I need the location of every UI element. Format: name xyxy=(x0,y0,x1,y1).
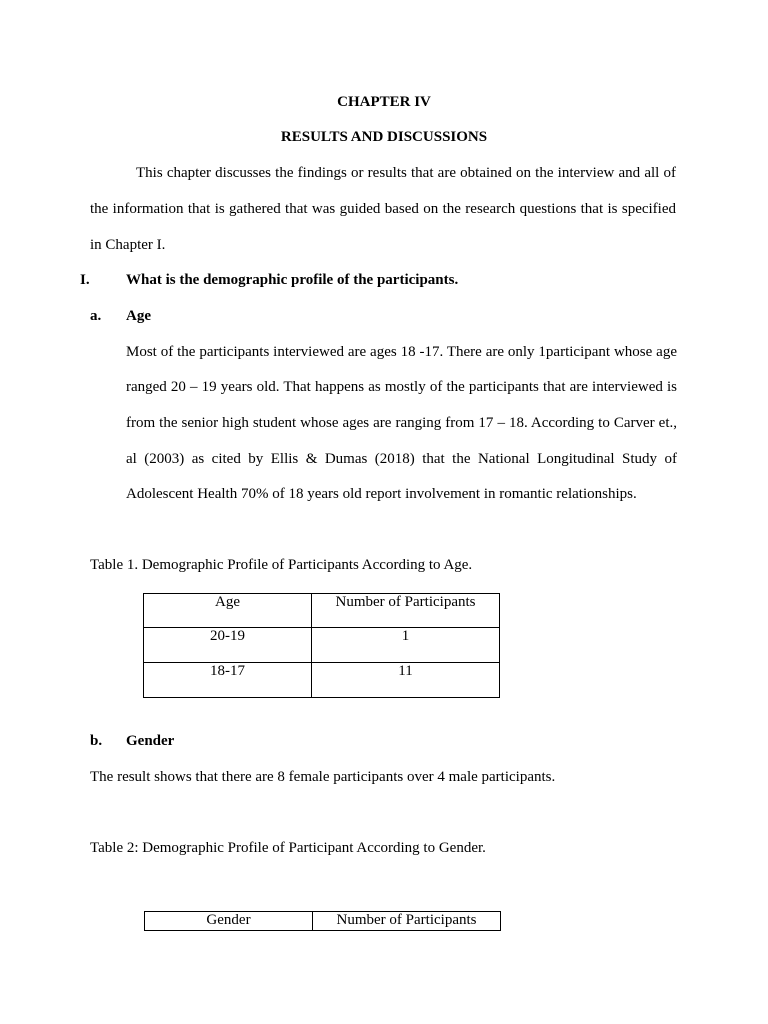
subsection-heading-gender: Gender xyxy=(126,733,175,749)
section-heading: What is the demographic profile of the participants. xyxy=(126,272,459,288)
table-cell: 1 xyxy=(312,628,500,663)
table-header-cell: Gender xyxy=(145,912,313,931)
chapter-title: RESULTS AND DISCUSSIONS xyxy=(280,129,488,145)
table2-caption: Table 2: Demographic Profile of Participant According to Gender. xyxy=(90,840,486,856)
subsection-heading-age: Age xyxy=(126,308,151,324)
intro-line: the information that is gathered that was guided based on the research questions that is specified xyxy=(90,201,676,217)
age-line: from the senior high student whose ages are ranging from 17 – 18. According to Carver et., xyxy=(126,415,677,431)
intro-line: This chapter discusses the findings or results that are obtained on the interview and all of xyxy=(136,165,676,181)
table-header-cell: Number of Participants xyxy=(312,594,500,628)
gender-paragraph: The result shows that there are 8 female participants over 4 male participants. xyxy=(90,769,556,785)
table-row xyxy=(144,663,500,698)
table-row xyxy=(144,628,500,663)
age-line: Adolescent Health 70% of 18 years old report involvement in romantic relationships. xyxy=(126,486,637,502)
section-numeral: I. xyxy=(80,272,90,288)
subsection-letter-age: a. xyxy=(90,308,102,324)
table-header-cell: Number of Participants xyxy=(313,912,501,931)
table-cell: 11 xyxy=(312,663,500,698)
table-cell: 20-19 xyxy=(144,628,312,663)
table-cell: 18-17 xyxy=(144,663,312,698)
age-line: Most of the participants interviewed are ages 18 -17. There are only 1participant whose age xyxy=(126,344,677,360)
subsection-letter-gender: b. xyxy=(90,733,103,749)
table1-caption: Table 1. Demographic Profile of Participants According to Age. xyxy=(90,557,473,573)
age-line: al (2003) as cited by Ellis & Dumas (2018) that the National Longitudinal Study of xyxy=(126,451,677,467)
age-line: ranged 20 – 19 years old. That happens as mostly of the participants that are interviewed is xyxy=(126,379,677,395)
table-header-row xyxy=(144,594,500,628)
table-header-row xyxy=(145,912,501,931)
chapter-number: CHAPTER IV xyxy=(337,94,431,110)
age-table xyxy=(143,593,500,698)
intro-line: in Chapter I. xyxy=(90,237,166,253)
gender-table xyxy=(144,911,501,931)
table-header-cell: Age xyxy=(144,594,312,628)
